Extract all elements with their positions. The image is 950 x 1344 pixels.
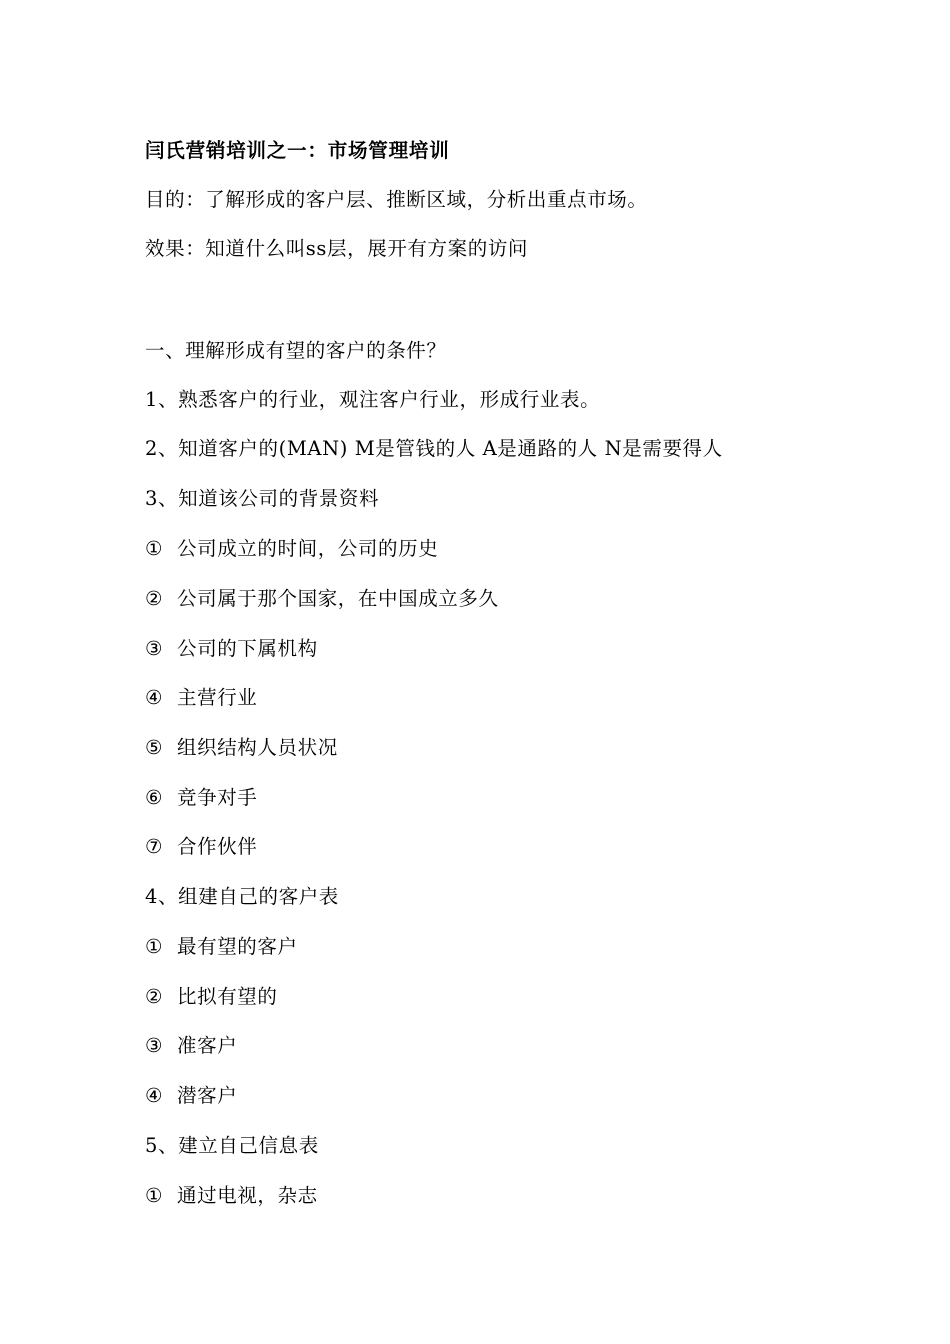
item-text: 公司属于那个国家，在中国成立多久 xyxy=(177,587,499,610)
item-text: 竞争对手 xyxy=(177,786,258,809)
item-text: 比拟有望的 xyxy=(177,985,278,1008)
sub-list-item xyxy=(145,785,257,811)
sub-list-item xyxy=(145,685,257,711)
item-marker: ③ xyxy=(145,1034,164,1057)
purpose-line: 目的：了解形成的客户层、推断区域，分析出重点市场。 xyxy=(145,188,648,211)
sub-list-item xyxy=(145,735,338,761)
item-text: 主营行业 xyxy=(177,686,258,709)
item-text: 通过电视，杂志 xyxy=(177,1184,318,1207)
item-marker: ⑤ xyxy=(145,736,164,759)
item-marker: ② xyxy=(145,587,164,610)
item-marker: ① xyxy=(145,935,164,958)
item-marker: ① xyxy=(145,1184,164,1207)
list-item: 4、组建自己的客户表 xyxy=(145,885,339,908)
list-item: 2、知道客户的(MAN) M是管钱的人 A是通路的人 N是需要得人 xyxy=(145,437,723,460)
sub-list-item xyxy=(145,586,499,612)
item-text: 组织结构人员状况 xyxy=(177,736,338,759)
item-marker: ⑦ xyxy=(145,835,164,858)
item-marker: ③ xyxy=(145,637,164,660)
item-marker: ⑥ xyxy=(145,786,164,809)
section-heading: 一、理解形成有望的客户的条件？ xyxy=(145,339,447,362)
sub-list-item xyxy=(145,1033,237,1059)
item-text: 准客户 xyxy=(177,1034,238,1057)
list-item: 5、建立自己信息表 xyxy=(145,1134,319,1157)
item-text: 潜客户 xyxy=(177,1084,238,1107)
list-item: 1、熟悉客户的行业，观注客户行业，形成行业表。 xyxy=(145,388,601,411)
item-marker: ④ xyxy=(145,686,164,709)
sub-list-item xyxy=(145,984,278,1010)
sub-list-item xyxy=(145,834,257,860)
item-marker: ② xyxy=(145,985,164,1008)
list-item: 3、知道该公司的背景资料 xyxy=(145,487,380,510)
item-text: 公司成立的时间，公司的历史 xyxy=(177,537,439,560)
sub-list-item xyxy=(145,934,298,960)
effect-line: 效果：知道什么叫ss层，展开有方案的访问 xyxy=(145,237,529,260)
item-text: 公司的下属机构 xyxy=(177,637,318,660)
item-marker: ① xyxy=(145,537,164,560)
sub-list-item xyxy=(145,636,318,662)
sub-list-item xyxy=(145,1083,237,1109)
sub-list-item xyxy=(145,1183,318,1209)
item-text: 最有望的客户 xyxy=(177,935,298,958)
sub-list-item xyxy=(145,536,438,562)
item-marker: ④ xyxy=(145,1084,164,1107)
item-text: 合作伙伴 xyxy=(177,835,258,858)
document-title: 闫氏营销培训之一：市场管理培训 xyxy=(145,139,450,162)
